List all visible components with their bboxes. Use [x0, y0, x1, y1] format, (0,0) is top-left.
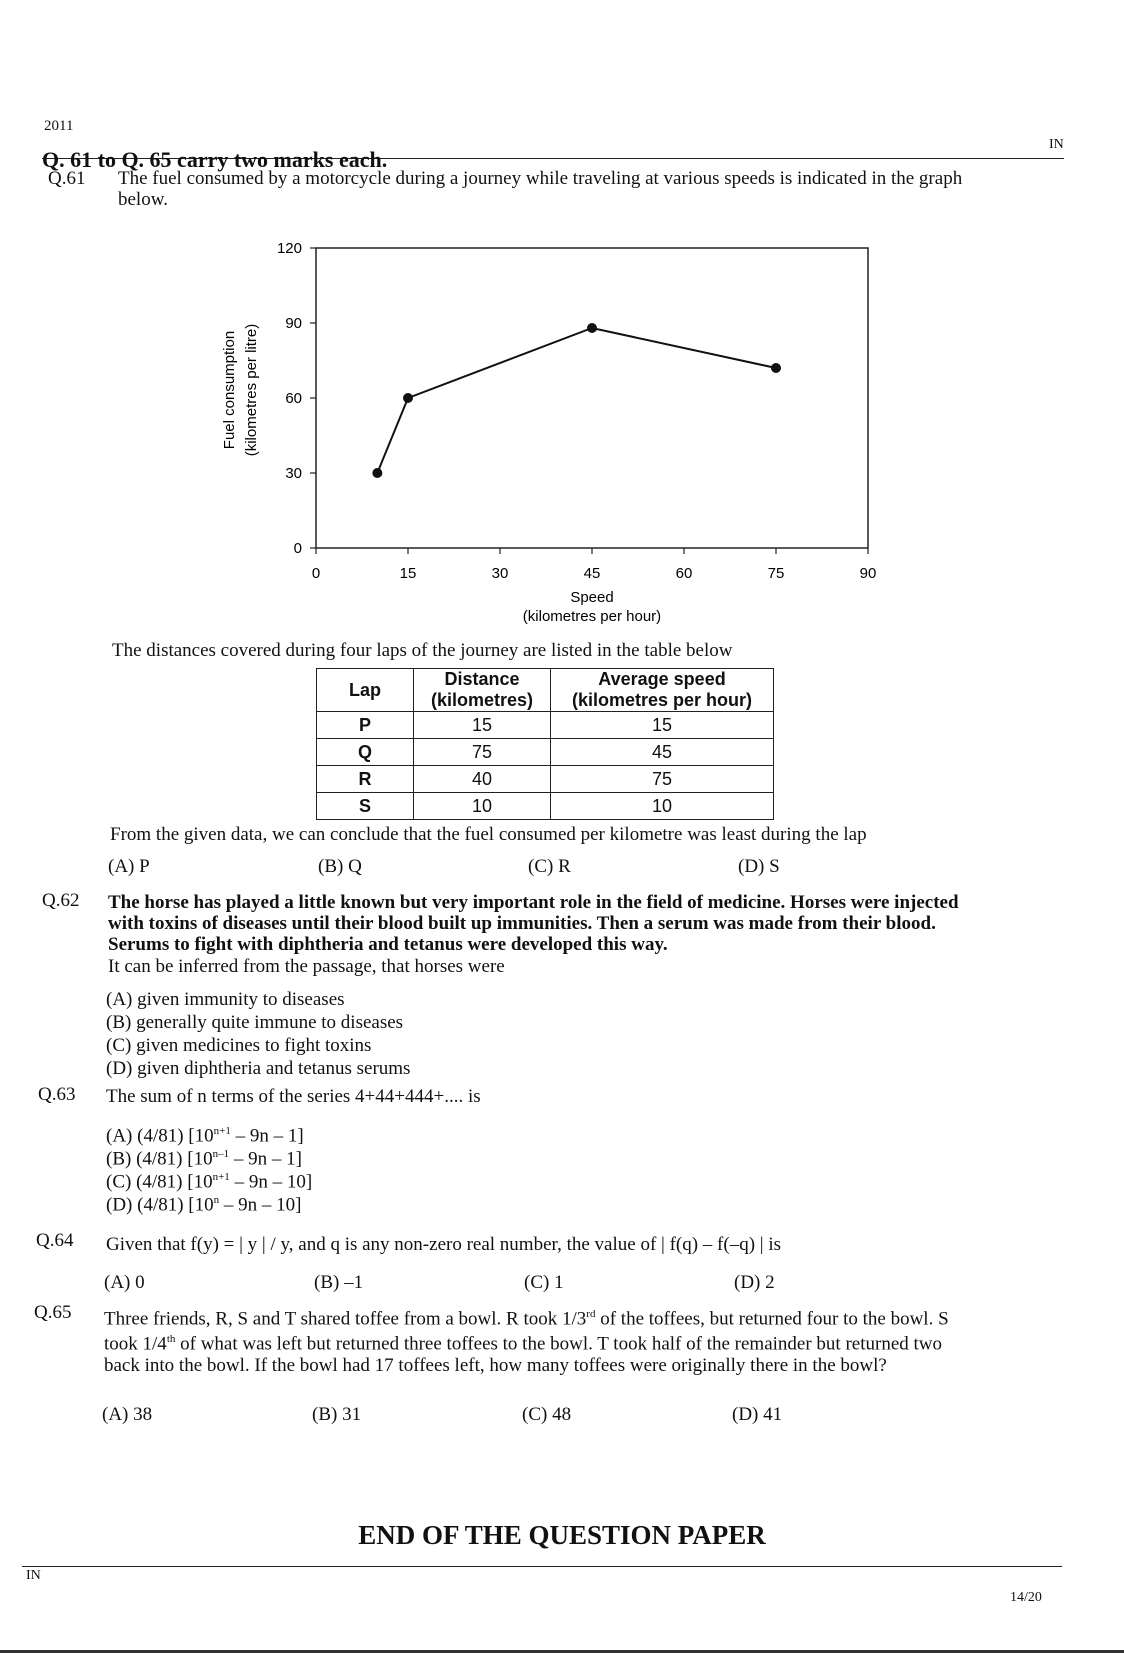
q61-text: The fuel consumed by a motorcycle during a journey while traveling at various speeds is indicated in the graph below. [118, 168, 963, 210]
page-number: 14/20 [1010, 1590, 1042, 1605]
x-tick-label: 30 [491, 565, 509, 582]
y-axis-units: (kilometres per litre) [243, 323, 260, 457]
table-cell: 10 [414, 793, 551, 820]
q63-option-a: (A) (4/81) $[10^{n+1} - 9n - 1]$ [106, 1125, 304, 1147]
data-point [587, 323, 597, 333]
fuel-chart [200, 220, 900, 640]
q63-number: Q.63 [38, 1084, 76, 1105]
laps-table [316, 668, 774, 820]
y-axis-label: Fuel consumption [221, 330, 238, 450]
table-row [317, 739, 774, 766]
q61-table-intro: The distances covered during four laps of the journey are listed in the table below [112, 640, 733, 661]
table-cell: S [317, 793, 414, 820]
end-of-paper: END OF THE QUESTION PAPER [358, 1520, 766, 1550]
q62-option-a: (A) given immunity to diseases [106, 989, 345, 1010]
y-tick-label: 0 [293, 540, 302, 557]
table-row [317, 793, 774, 820]
table-cell: 75 [414, 739, 551, 766]
data-point [372, 468, 382, 478]
bottom-edge [0, 1650, 1124, 1653]
table-header: Lap [317, 669, 414, 712]
q64-option-c: (C) 1 [524, 1272, 564, 1293]
q62-number: Q.62 [42, 890, 80, 911]
q61-option-b: (B) Q [318, 856, 362, 877]
paper-code: IN [1049, 137, 1064, 152]
x-tick-label: 0 [311, 565, 321, 582]
q63-option-c: (C) (4/81) $[10^{n+1} - 9n - 10]$ [106, 1171, 313, 1193]
table-cell: 15 [551, 712, 774, 739]
x-tick-label: 75 [767, 565, 785, 582]
q61-option-c: (C) R [528, 856, 571, 877]
table-header: Average speed (kilometres per hour) [551, 669, 774, 712]
x-axis-label: Speed [570, 589, 614, 606]
q64-option-d: (D) 2 [734, 1272, 775, 1293]
q64-question: Given that f(y) = | y | / y, and q is any non-zero real number, the value of | f(q) – f(–q) | is [106, 1234, 782, 1255]
q64-option-a: (A) 0 [104, 1272, 145, 1293]
q64-number: Q.64 [36, 1230, 74, 1251]
table-cell: 10 [551, 793, 774, 820]
q62-option-b: (B) generally quite immune to diseases [106, 1012, 404, 1033]
x-axis-units: (kilometres per hour) [522, 608, 662, 625]
exam-year: 2011 [44, 118, 74, 134]
q62-option-d: (D) given diphtheria and tetanus serums [106, 1058, 411, 1079]
x-tick-label: 60 [675, 565, 693, 582]
y-tick-label: 120 [276, 240, 302, 257]
q63-option-d: (D) (4/81) [10$^n$ – 9n – 10] [106, 1194, 302, 1216]
table-cell: Q [317, 739, 414, 766]
table-cell: 40 [414, 766, 551, 793]
table-row [317, 712, 774, 739]
plot-frame [316, 248, 868, 548]
section-title: Q. 61 to Q. 65 carry two marks each. [42, 147, 388, 172]
q62-passage: The horse has played a little known but very important role in the field of medicine. Horses were injected with toxins of diseases until their blood built up immunities. Then a serum was made from their blood. Serums to fight with diphtheria and tetanus were developed this way. [108, 892, 959, 955]
q65-text: Three friends, R, S and T shared toffee from a bowl. R took 1/3rd of the toffees, but returned four to the bowl. S took 1/4th of what was left but returned three toffees to the bowl. T took half of the remainder but returned two back into the bowl. If the bowl had 17 toffees left, how many toffees were originally there in the bowl? [104, 1308, 949, 1376]
table-header-row [317, 669, 774, 712]
q63-option-b: (B) (4/81) [10$^{n-1}$ – 9n – 1] [106, 1148, 302, 1170]
y-tick-label: 60 [285, 390, 302, 407]
q62-question: It can be inferred from the passage, that horses were [108, 956, 505, 977]
q61-option-a: (A) P [108, 856, 150, 877]
q65-option-a: (A) 38 [102, 1404, 153, 1425]
q65-option-c: (C) 48 [522, 1404, 572, 1425]
q65-number: Q.65 [34, 1302, 72, 1323]
footer-paper-code: IN [26, 1568, 41, 1583]
table-row [317, 766, 774, 793]
table-cell: 15 [414, 712, 551, 739]
series-line [377, 328, 776, 473]
q61-option-d: (D) S [738, 856, 780, 877]
table-cell: 45 [551, 739, 774, 766]
data-point [771, 363, 781, 373]
y-tick-label: 90 [285, 315, 302, 332]
q64-option-b: (B) –1 [314, 1272, 364, 1293]
q61-question: From the given data, we can conclude that the fuel consumed per kilometre was least during the lap [110, 824, 867, 845]
q65-option-d: (D) 41 [732, 1404, 783, 1425]
x-tick-label: 15 [399, 565, 417, 582]
q65-option-b: (B) 31 [312, 1404, 362, 1425]
q62-option-c: (C) given medicines to fight toxins [106, 1035, 372, 1056]
footer-rule [22, 1566, 1062, 1567]
table-header: Distance (kilometres) [414, 669, 551, 712]
table-cell: R [317, 766, 414, 793]
x-tick-label: 90 [859, 565, 877, 582]
q61-number: Q.61 [48, 168, 86, 189]
table-cell: P [317, 712, 414, 739]
table-cell: 75 [551, 766, 774, 793]
q63-question: The sum of n terms of the series 4+44+444+.... is [106, 1086, 481, 1107]
y-tick-label: 30 [285, 465, 302, 482]
data-point [403, 393, 413, 403]
x-tick-label: 45 [583, 565, 601, 582]
